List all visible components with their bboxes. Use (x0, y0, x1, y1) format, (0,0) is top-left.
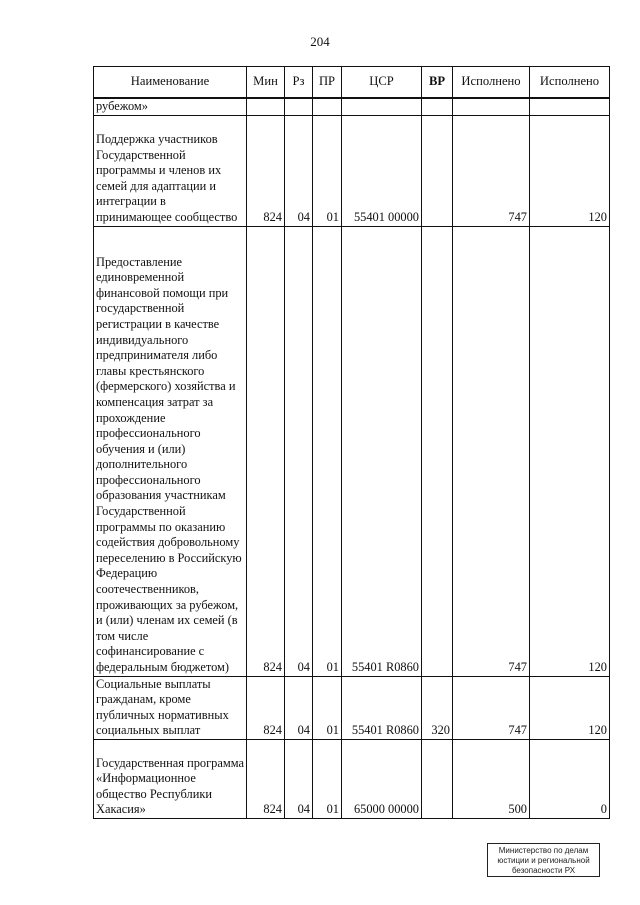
cell-executed-1: 500 (453, 739, 530, 818)
cell-min: 824 (247, 226, 285, 676)
table-row (94, 676, 610, 739)
cell-min (247, 98, 285, 115)
cell-rz (285, 98, 313, 115)
cell-vr (422, 226, 453, 676)
cell-csr (342, 98, 422, 115)
cell-pr: 01 (313, 115, 342, 226)
cell-csr: 65000 00000 (342, 739, 422, 818)
cell-executed-2 (530, 98, 610, 115)
ministry-stamp (487, 843, 600, 877)
cell-executed-2: 0 (530, 739, 610, 818)
cell-executed-2: 120 (530, 115, 610, 226)
cell-rz: 04 (285, 226, 313, 676)
header-executed-1: Исполнено (453, 67, 530, 99)
table-row (94, 226, 610, 676)
cell-executed-1: 747 (453, 676, 530, 739)
cell-name: Социальные выплаты гражданам, кроме публичных нормативных социальных выплат (94, 676, 247, 739)
header-csr: ЦСР (342, 67, 422, 99)
header-name: Наименование (94, 67, 247, 99)
cell-name: рубежом» (94, 98, 247, 115)
cell-min: 824 (247, 739, 285, 818)
cell-min: 824 (247, 115, 285, 226)
cell-vr (422, 115, 453, 226)
table-row (94, 98, 610, 115)
cell-pr (313, 98, 342, 115)
stamp-line-2: юстиции и региональной (497, 856, 590, 865)
cell-name: Государственная программа «Информационное общество Республики Хакасия» (94, 739, 247, 818)
stamp-line-3: безопасности РХ (511, 866, 576, 875)
budget-table (93, 66, 610, 819)
cell-csr: 55401 R0860 (342, 226, 422, 676)
cell-vr: 320 (422, 676, 453, 739)
header-min: Мин (247, 67, 285, 99)
cell-executed-1 (453, 98, 530, 115)
cell-pr: 01 (313, 739, 342, 818)
header-pr: ПР (313, 67, 342, 99)
cell-executed-2: 120 (530, 226, 610, 676)
table-row (94, 739, 610, 818)
page-number: 204 (310, 34, 330, 49)
cell-executed-1: 747 (453, 115, 530, 226)
cell-pr: 01 (313, 226, 342, 676)
cell-name: Поддержка участников Государственной программы и членов их семей для адаптации и интеграции в принимающее сообщество (94, 115, 247, 226)
cell-executed-1: 747 (453, 226, 530, 676)
stamp-line-1: Министерство по делам (498, 846, 589, 855)
header-executed-2: Исполнено (530, 67, 610, 99)
cell-csr: 55401 R0860 (342, 676, 422, 739)
header-vr: ВР (422, 67, 453, 99)
cell-min: 824 (247, 676, 285, 739)
cell-vr (422, 739, 453, 818)
cell-rz: 04 (285, 739, 313, 818)
table-row (94, 115, 610, 226)
cell-rz: 04 (285, 676, 313, 739)
cell-pr: 01 (313, 676, 342, 739)
header-rz: Рз (285, 67, 313, 99)
table-header-row (94, 67, 610, 99)
cell-executed-2: 120 (530, 676, 610, 739)
cell-name: Предоставление единовременной финансовой помощи при государственной регистрации в качестве индивидуального предпринимателя либо главы крестьянского (фермерского) хозяйства и компенсация затрат за прохождение профессионального обучения и (или) дополнительного профессионального образования участникам Государственной программы по оказанию содействия добровольному переселению в Российскую Федерацию соотечественников, проживающих за рубежом, и (или) членам их семей (в том числе софинансирование с федеральным бюджетом) (94, 226, 247, 676)
cell-csr: 55401 00000 (342, 115, 422, 226)
cell-vr (422, 98, 453, 115)
cell-rz: 04 (285, 115, 313, 226)
